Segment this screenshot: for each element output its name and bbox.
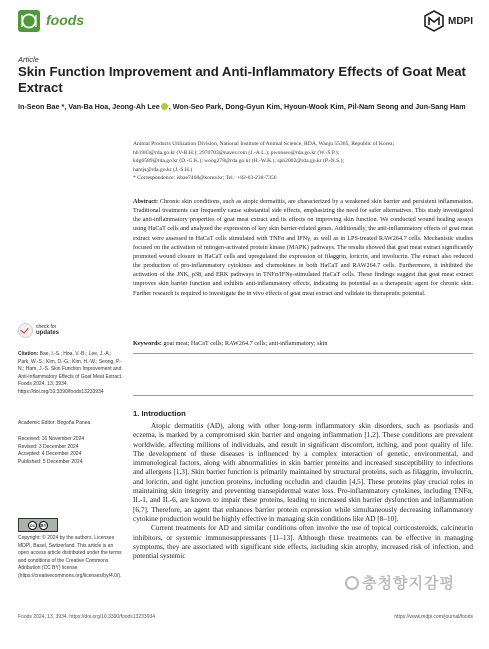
citation-block <box>18 351 123 396</box>
affiliation-emails[interactable]: hb1983@rda.go.kr (V-B.H.); 2970703@naver.com (J.-A.L.); pwonseo@rda.go.kr (W.-S.P.); <box>133 149 340 156</box>
academic-editor: Academic Editor: Begoña Panea <box>18 420 91 426</box>
authors-part2: , Won-Seo Park, Dong-Gyun Kim, Hyoun-Wook Kim, Pil-Nam Seong and Jun-Sang Ham <box>168 102 466 111</box>
article-title: Skin Function Improvement and Anti-Inflammatory Effects of Goat Meat Extract <box>18 64 466 95</box>
by-icon: BY <box>40 522 47 528</box>
author-list <box>18 101 473 112</box>
abstract-label: Abstract: <box>133 198 159 205</box>
keywords-label: Keywords: <box>133 340 162 347</box>
abstract <box>133 197 473 298</box>
authors-part1: In-Seon Bae *, Van-Ba Hoa, Jeong-Ah Lee <box>18 102 160 111</box>
footer-citation[interactable]: Foods 2024, 13, 3934. https://doi.org/10.3390/foods13233934 <box>18 614 156 620</box>
check-updates-title: check for <box>36 324 57 330</box>
page-footer <box>18 612 473 622</box>
footer-journal-url[interactable]: https://www.mdpi.com/journal/foods <box>394 614 473 620</box>
check-for-updates-button[interactable] <box>18 320 80 340</box>
accepted-date: Accepted: 4 December 2024 <box>18 451 82 457</box>
keywords-divider <box>133 353 473 354</box>
mdpi-logo-icon <box>423 10 445 32</box>
watermark-text: 충청향지감평 <box>362 574 455 592</box>
affiliation-emails[interactable]: kdg6589@rda.go.kr (D.-G.K.); woog278@rda.go.kr (H.-W.K.); spn2002@rda.go.kr (P.-N.S.); <box>133 158 344 165</box>
affiliation-emails[interactable]: hamjs@rda.go.kr (J.-S.H.) <box>133 166 193 173</box>
introduction-body <box>133 422 473 561</box>
check-updates-sub: updates <box>36 330 60 336</box>
dates-block <box>18 436 123 466</box>
article-type: Article <box>18 55 39 64</box>
section-divider <box>133 395 473 396</box>
cc-by-license-badge[interactable] <box>18 518 58 532</box>
watermark <box>345 572 455 593</box>
correspondence: * Correspondence: isbae7468@korea.kr; Tel.: +82-63-238-7356 <box>133 175 277 182</box>
published-date: Published: 5 December 2024 <box>18 458 83 465</box>
cc-icon: cc <box>29 522 35 528</box>
citation-label: Citation: <box>18 351 39 357</box>
orcid-icon[interactable] <box>161 103 168 110</box>
journal-header <box>18 8 473 34</box>
section-heading: 1. Introduction <box>133 409 186 418</box>
journal-logo-icon <box>18 10 40 32</box>
citation-doi-link[interactable]: https://doi.org/10.3390/foods13233934 <box>18 388 104 395</box>
affiliation-block <box>133 140 473 183</box>
watermark-logo-icon <box>345 576 359 590</box>
keywords-text: goat meat; HaCaT cells; RAW264.7 cells; anti-inflammatory; skin <box>163 340 328 347</box>
abstract-text: Chronic skin conditions, such as atopic dermatitis, are characterized by a weakened skin barrier and persistent inflammation. Traditional treatments can frequently cause substantial side effects, emphasizing the need for safer alternatives. This study investigated the anti-inflammatory properties of goat meat extract and its effects on improving skin function. We conducted wound healing assays using HaCaT cells and analyzed the expression of key skin barrier-related genes. Additionally, the anti-inflammatory effects of goat meat extract were assessed in HaCaT cells stimulated with TNFα and IFNγ, as well as in LPS-treated RAW264.7 cells. Mechanistic studies focused on the activation of mitogen-activated protein kinase (MAPK) pathways. The results showed that goat meat extract significantly promoted wound closure in HaCaT cells and upregulated the expression of filaggrin, loricrin, and involucrin. The extract also reduced the production of pro-inflammatory cytokines and chemokines in both HaCaT and RAW264.7 cells. Furthermore, it inhibited the activation of the JNK, p38, and ERK pathways in TNFα/IFNγ-stimulated HaCaT cells. These findings suggest that goat meat extract improves skin barrier function and exhibits anti-inflammatory effects, indicating its potential as a therapeutic agent for chronic skin. Further research is required to investigate the in vivo effects of goat meat extract and validate its therapeutic potential. <box>133 198 474 297</box>
paragraph: Current treatments for AD and similar conditions often involve the use of topical corticosteroids, calcineurin inhibitors, or systemic immunosuppressants [11–13]. Although these treatments can be effective in managing symptoms, they are associated with significant side effects, including skin atrophy, increased risk of infection, and potential systemic <box>133 524 473 561</box>
mdpi-logo[interactable] <box>423 10 473 32</box>
publisher-name: MDPI <box>448 15 473 27</box>
citation-text: Bae, I.-S.; Hoa, V.-B.; Lee, J.-A.; Park, W.-S.; Kim, D.-G.; Kim, H.-W.; Seong, P.-N.; Ham, J.-S. Skin Function Improvement and Anti-Inflammatory Effects of Goat Meat Extract. <box>18 351 123 380</box>
citation-journal: Foods 2024, 13, 3934. <box>18 381 69 387</box>
received-date: Received: 16 November 2024 <box>18 436 85 442</box>
paragraph: Atopic dermatitis (AD), along with other long-term inflammatory skin disorders, such as psoriasis and eczema, is marked by a compromised skin barrier and ongoing inflammation [1,2]. These conditions are prevalent worldwide, affecting millions of individuals, and result in significant discomfort, itching, and poor quality of life. The development of these diseases is influenced by a complex interaction of genetic, environmental, and immunological factors, along with abnormalities in skin barrier proteins and increased susceptibility to infections and allergens [1,3]. Skin barrier function is primarily maintained by structural proteins, such as filaggrin, involucrin, and loricrin, and tight junction proteins, including occludin and claudin [4,5]. These proteins play crucial roles in maintaining skin integrity and preventing transepidermal water loss. Pro-inflammatory cytokines, including TNFα, IL-1, and IL-6, are known to impair these proteins, leading to increased skin barrier dysfunction and inflammation [6,7]. Therefore, an agent that enhances barrier protein expression while simultaneously decreasing inflammatory cytokine production would be highly effective in managing skin conditions like AD [8–10]. <box>133 422 473 523</box>
revised-date: Revised: 3 December 2024 <box>18 443 79 450</box>
check-updates-icon <box>18 323 33 338</box>
journal-name: foods <box>46 12 85 28</box>
keywords <box>133 339 473 348</box>
affiliation-line: Animal Products Utilization Division, National Institute of Animal Science, RDA, Wanju 55365, Republic of Korea; <box>133 141 395 147</box>
copyright-notice: Copyright: © 2024 by the authors. Licensee MDPI, Basel, Switzerland. This article is an open access article distributed under the terms and conditions of the Creative Commons Attribution (CC BY) license (https://creativecommons.org/licenses/by/4.0/). <box>18 535 122 579</box>
